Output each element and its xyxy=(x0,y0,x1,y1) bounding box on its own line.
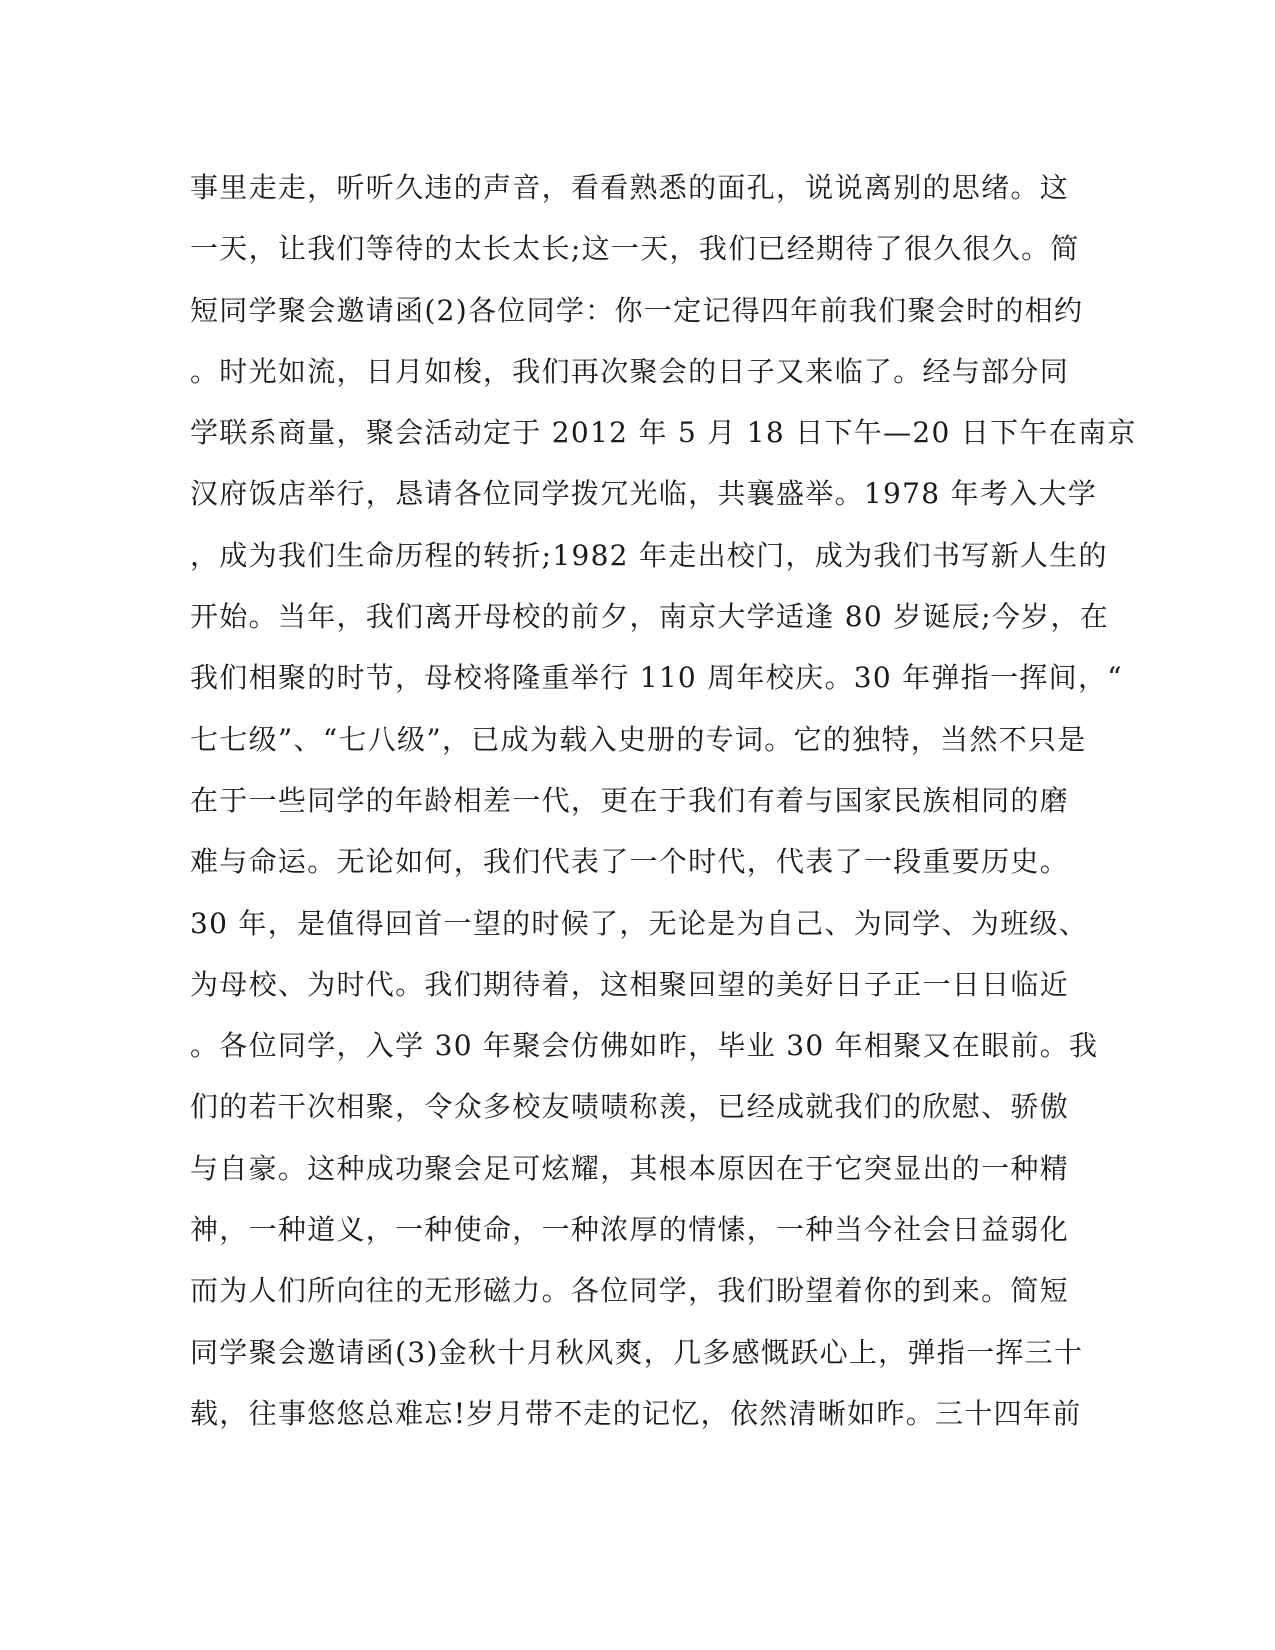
text-line: 在于一些同学的年龄相差一代，更在于我们有着与国家民族相同的磨 xyxy=(190,783,1070,817)
text-line: 难与命运。无论如何，我们代表了一个时代，代表了一段重要历史。 xyxy=(190,845,1070,879)
text-line: 一天，让我们等待的太长太长;这一天，我们已经期待了很久很久。简 xyxy=(190,232,1080,266)
text-line: 七七级”、“七八级”，已成为载入史册的专词。它的独特，当然不只是 xyxy=(190,722,1087,756)
text-line: ，成为我们生命历程的转折;1982 年走出校门，成为我们书写新人生的 xyxy=(190,538,1108,572)
text-line: 事里走走，听听久违的声音，看看熟悉的面孔，说说离别的思绪。这 xyxy=(190,171,1070,204)
text-line: 我们相聚的时节，母校将隆重举行 110 周年校庆。30 年弹指一挥间，“ xyxy=(190,661,1123,695)
text-line: 汉府饭店举行，恳请各位同学拨冗光临，共襄盛举。1978 年考入大学 xyxy=(190,477,1098,511)
text-line: 同学聚会邀请函(3)金秋十月秋风爽，几多感慨跃心上，弹指一挥三十 xyxy=(190,1335,1084,1369)
text-line: 30 年，是值得回首一望的时候了，无论是为自己、为同学、为班级、 xyxy=(190,906,1089,940)
text-line: 而为人们所向往的无形磁力。各位同学，我们盼望着你的到来。简短 xyxy=(190,1274,1070,1308)
text-line: 短同学聚会邀请函(2)各位同学：你一定记得四年前我们聚会时的相约 xyxy=(190,293,1084,327)
text-line: 与自豪。这种成功聚会足可炫耀，其根本原因在于它突显出的一种精 xyxy=(190,1151,1070,1185)
text-line: 神，一种道义，一种使命，一种浓厚的情愫，一种当今社会日益弱化 xyxy=(190,1213,1070,1247)
text-line: 。时光如流，日月如梭，我们再次聚会的日子又来临了。经与部分同 xyxy=(190,354,1070,388)
body-text xyxy=(190,168,1137,1455)
text-line: 开始。当年，我们离开母校的前夕，南京大学适逢 80 岁诞辰;今岁，在 xyxy=(190,600,1110,634)
text-line: 们的若干次相聚，令众多校友啧啧称羡，已经成就我们的欣慰、骄傲 xyxy=(190,1090,1070,1124)
text-line: 载，往事悠悠总难忘!岁月带不走的记忆，依然清晰如昨。三十四年前 xyxy=(190,1396,1082,1430)
text-line: 学联系商量，聚会活动定于 2012 年 5 月 18 日下午—20 日下午在南京 xyxy=(190,416,1137,450)
text-line: 为母校、为时代。我们期待着，这相聚回望的美好日子正一日日临近 xyxy=(190,967,1070,1001)
text-line: 。各位同学，入学 30 年聚会仿佛如昨，毕业 30 年相聚又在眼前。我 xyxy=(190,1029,1099,1063)
